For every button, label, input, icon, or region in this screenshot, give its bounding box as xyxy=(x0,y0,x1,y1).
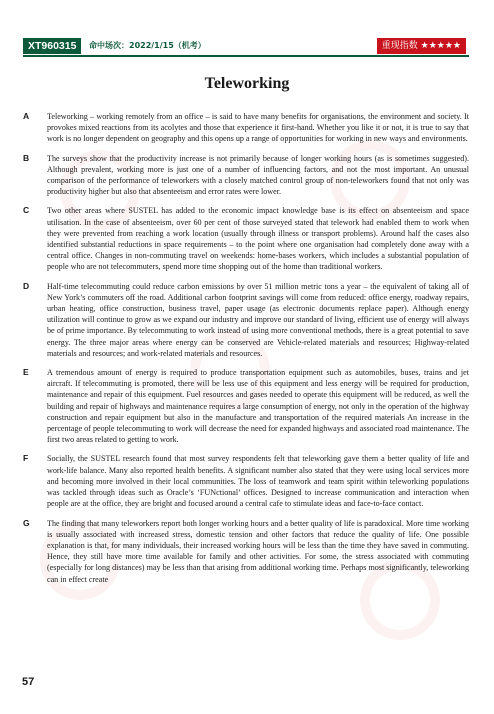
page-number: 57 xyxy=(22,676,35,688)
paragraph-e xyxy=(23,367,469,445)
paragraph-text: Teleworking – working remotely from an office – is said to have many benefits for organisations, the environment and society. It provokes mixed reactions from its acolytes and those that experience it first-hand. Whether you like it or not, it is true to say that work is no longer dependent on geography and this opens up a range of opportunities for working in new ways and environments. xyxy=(47,112,469,144)
question-code-badge: XT960315 xyxy=(23,38,81,54)
header-divider xyxy=(23,55,469,57)
paragraph-text: Half-time telecommuting could reduce carbon emissions by over 51 million metric tons a year – the equivalent of taking all of New York’s commuters off the road. Additional carbon footprint savings will come from reduced: office energy, roadway repairs, urban heating, office construction, business travel, paper usage (as electronic documents replace paper). Although energy utilization will continue to grow as we expand our industry and improve our standard of living, efficient use of energy will always be of prime importance. By telecommuting to work instead of using more conventional methods, there is a great potential to save energy. The three major areas where energy can be conserved are Vehicle-related materials and resources; Highway-related materials and resources; and work-related materials and resources. xyxy=(47,281,469,358)
paragraph-letter: B xyxy=(23,152,30,163)
passage-body xyxy=(23,111,469,593)
hit-time-label: 命中场次：2022/1/15（机考） xyxy=(89,41,206,50)
paragraph-text: Socially, the SUSTEL research found that most survey respondents felt that teleworking gave them a better quality of life and work-life balance. Many also reported health benefits. A significant number also stated that they were using local services more and becoming more involved in their local communities. The loss of teamwork and team spirit within teleworking populations was tackled through ideas such as Oracle’s ‘FUNctional’ offices. Designed to increase communication and interaction when people are at the office, they are bright and focused around a central cafe to stimulate ideas and face-to-face contact. xyxy=(47,454,469,509)
paragraph-text: The finding that many teleworkers report both longer working hours and a better quality of life is paradoxical. More time working is usually associated with increased stress, domestic tension and other factors that reduce the quality of life. One possible explanation is that, for many individuals, their increased working hours will be less than the time they have saved in commuting. Hence, they still have more time available for family and other activities. For some, the stress associated with commuting (especially for long distances) may be less than that arising from additional working time. Perhaps most significantly, teleworking can in effect create xyxy=(47,518,469,584)
paragraph-b xyxy=(23,153,469,198)
paragraph-c xyxy=(23,205,469,272)
paragraph-letter: D xyxy=(23,280,30,291)
paragraph-text: Two other areas where SUSTEL has added to the economic impact knowledge base is its effect on absenteeism and space utilisation. In the case of absenteeism, over 60 per cent of those surveyed stated that telework had enabled them to work when they were prevented from reaching a work location (usually through illness or transport problems). Around half the cases also identified substantial reductions in space requirements – to the point where one organisation had completely done away with a central office. Changes in non-commuting travel on weekends: home-bases workers, which includes a substantial population of people who are not telecommuters, spend more time shopping out of the home than traditional workers. xyxy=(47,206,469,272)
paragraph-g xyxy=(23,518,469,585)
paragraph-letter: A xyxy=(23,111,30,121)
paragraph-f xyxy=(23,453,469,509)
paragraph-a xyxy=(23,111,469,145)
paragraph-text: A tremendous amount of energy is required to produce transportation equipment such as automobiles, buses, trains and jet aircraft. If telecommuting is promoted, there will be less use of this equipment and less energy will be required for production, maintenance and repair of this equipment. Fuel resources and gases needed to operate this equipment will be reduced, as well the building and repair of highways and maintenance requires a large consumption of energy, not only in the operation of the highway construction and repair equipment but also in the manufacture and transportation of the required materials An increase in the percentage of people telecommuting to work will decrease the need for expanded highways and associated road maintenance. The first two areas related to getting to work. xyxy=(47,368,469,445)
paragraph-letter: C xyxy=(23,205,30,216)
paragraph-letter: E xyxy=(23,367,29,378)
paragraph-d xyxy=(23,281,469,359)
paragraph-letter: F xyxy=(23,453,29,464)
passage-title: Teleworking xyxy=(204,75,290,92)
paragraph-letter: G xyxy=(23,517,30,528)
page-header xyxy=(0,0,494,62)
paragraph-text: The surveys show that the productivity increase is not primarily because of longer working hours (as is sometimes suggested). Although prevalent, working more is just one of a number of influencing factors, and not the most important. An unusual comparison of the performance of teleworkers with a closely matched control group of non-teleworkers found that not only was productivity higher but also that absenteeism and error rates were lower. xyxy=(47,153,469,197)
recurrence-index-badge: 重现指数 ★★★★★ xyxy=(377,38,466,54)
